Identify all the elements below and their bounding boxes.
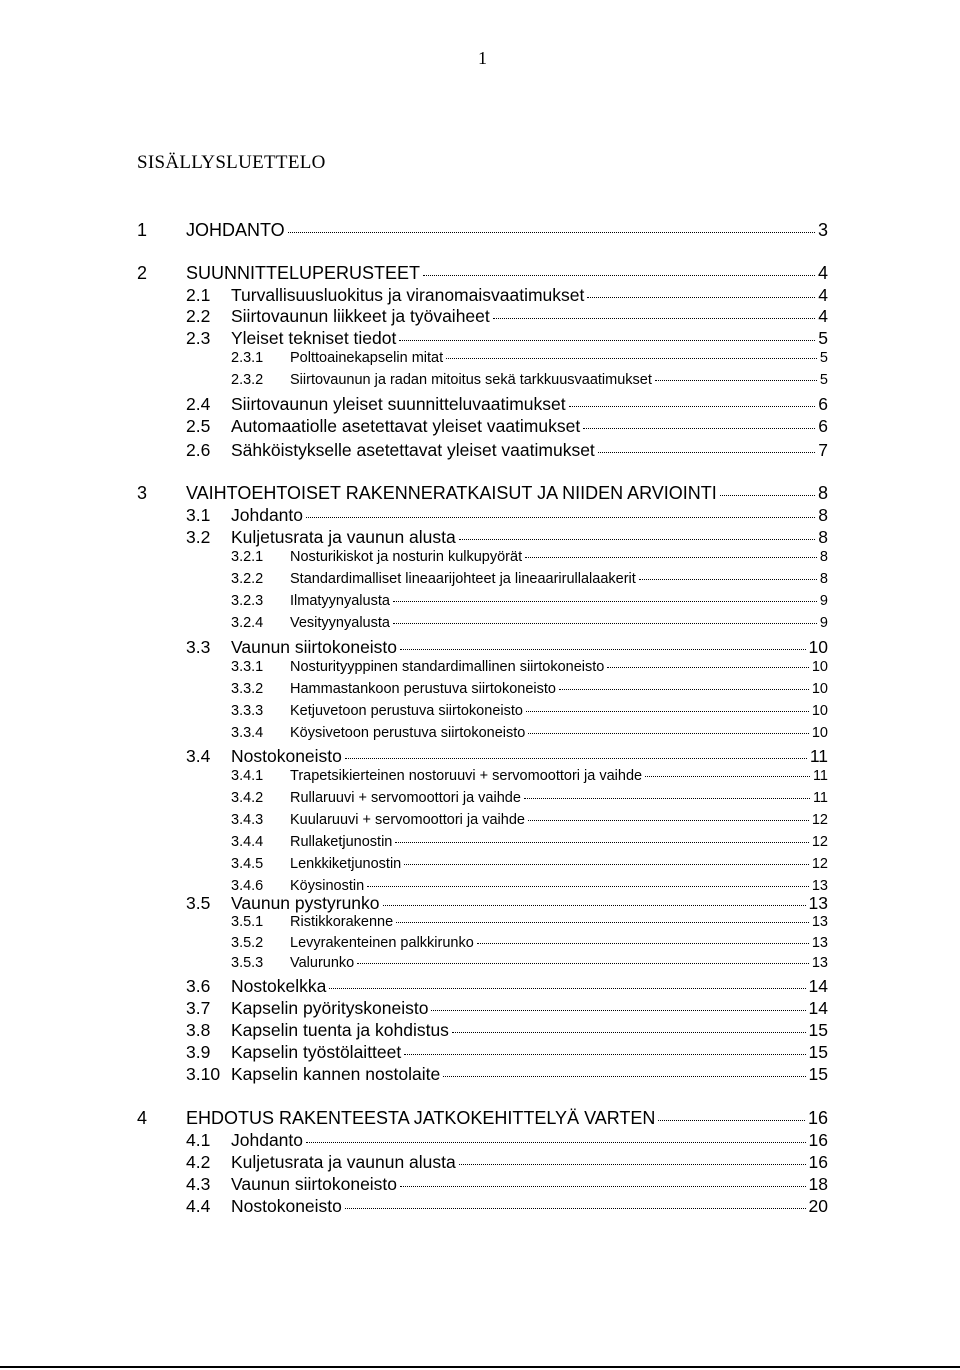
dot-leader [357, 963, 809, 964]
toc-entry-number: 2.3 [186, 328, 211, 348]
toc-entry-number: 3 [137, 483, 148, 503]
toc-entry-title: Hammastankoon perustuva siirtokoneisto [290, 681, 556, 697]
dot-leader [645, 776, 810, 777]
toc-entry-page: 14 [808, 998, 828, 1018]
toc-entry [137, 1108, 828, 1129]
toc-entry-page: 10 [808, 637, 828, 657]
dot-leader [423, 275, 815, 276]
toc-entry-page: 5 [819, 350, 828, 366]
dot-leader [639, 579, 817, 580]
toc-entry [186, 285, 828, 306]
toc-entry-number: 3.4 [186, 746, 211, 766]
toc-entry-page: 16 [808, 1130, 828, 1150]
toc-entry-number: 4.2 [186, 1152, 211, 1172]
toc-entry-title: Kuljetusrata ja vaunun alusta [231, 527, 456, 547]
toc-entry [186, 1064, 828, 1085]
dot-leader [493, 318, 816, 319]
toc-entry-number: 3.6 [186, 976, 211, 996]
toc-entry [231, 372, 828, 388]
toc-entry-number: 2 [137, 263, 148, 283]
toc-entry-page: 8 [819, 571, 828, 587]
toc-entry [186, 1196, 828, 1217]
toc-entry-title: Ristikkorakenne [290, 914, 394, 930]
toc-entry-number: 3.2.4 [231, 615, 264, 631]
toc-entry-number: 3.2.1 [231, 549, 264, 565]
toc-entry [186, 328, 828, 349]
toc-entry [186, 505, 828, 526]
dot-leader [393, 601, 817, 602]
toc-entry-page: 6 [818, 416, 828, 436]
toc-entry-page: 12 [811, 856, 828, 872]
toc-entry-title: Siirtovaunun liikkeet ja työvaiheet [231, 306, 490, 326]
toc-entry-title: Valurunko [290, 955, 355, 971]
dot-leader [400, 649, 806, 650]
dot-leader [607, 667, 809, 668]
dot-leader [400, 1186, 806, 1187]
dot-leader [345, 1208, 806, 1209]
toc-entry-number: 3.4.1 [231, 768, 264, 784]
toc-entry-title: Kapselin pyörityskoneisto [231, 998, 429, 1018]
toc-entry-number: 2.6 [186, 440, 211, 460]
toc-entry [231, 593, 828, 609]
toc-entry-title: Trapetsikierteinen nostoruuvi + servomoottori ja vaihde [290, 768, 643, 784]
toc-entry-title: Nostokoneisto [231, 746, 342, 766]
toc-entry [231, 812, 828, 828]
toc-entry [186, 976, 828, 997]
toc-entry-title: Nosturikiskot ja nosturin kulkupyörät [290, 549, 523, 565]
dot-leader [452, 1032, 806, 1033]
dot-leader [524, 798, 810, 799]
toc-entry-title: EHDOTUS RAKENTEESTA JATKOKEHITTELYÄ VARTEN [186, 1108, 656, 1128]
toc-entry-title: Yleiset tekniset tiedot [231, 328, 397, 348]
toc-entry-page: 8 [819, 549, 828, 565]
toc-entry-number: 4.3 [186, 1174, 211, 1194]
dot-leader [395, 842, 808, 843]
toc-entry [186, 527, 828, 548]
toc-entry-page: 3 [817, 220, 828, 240]
toc-entry-number: 3.8 [186, 1020, 211, 1040]
toc-entry [231, 914, 828, 930]
toc-entry-title: Vesityynyalusta [290, 615, 390, 631]
dot-leader [583, 428, 815, 429]
toc-entry-page: 9 [819, 593, 828, 609]
dot-leader [431, 1010, 805, 1011]
toc-entry-title: Nostokoneisto [231, 1196, 342, 1216]
toc-entry-number: 3.7 [186, 998, 211, 1018]
toc-entry [231, 878, 828, 894]
toc-entry [231, 681, 828, 697]
toc-entry-page: 8 [818, 527, 828, 547]
toc-entry-title: Kapselin tuenta ja kohdistus [231, 1020, 449, 1040]
dot-leader [587, 297, 815, 298]
toc-entry-page: 13 [811, 878, 828, 894]
dot-leader [329, 988, 805, 989]
dot-leader [569, 406, 816, 407]
toc-entry-page: 4 [817, 263, 828, 283]
toc-entry-title: Rullaketjunostin [290, 834, 393, 850]
toc-entry-title: SUUNNITTELUPERUSTEET [186, 263, 421, 283]
toc-entry-page: 16 [808, 1152, 828, 1172]
toc-entry-page: 13 [811, 935, 828, 951]
toc-entry-number: 2.2 [186, 306, 211, 326]
toc-entry [186, 440, 828, 461]
toc-entry-page: 5 [819, 372, 828, 388]
toc-entry [186, 416, 828, 437]
toc-entry-title: Nosturityyppinen standardimallinen siirtokoneisto [290, 659, 605, 675]
toc-entry-title: Vaunun siirtokoneisto [231, 1174, 398, 1194]
toc-entry-page: 15 [808, 1042, 828, 1062]
toc-entry-page: 10 [811, 659, 828, 675]
toc-entry-number: 3.3.1 [231, 659, 264, 675]
toc-entry-number: 3.2.3 [231, 593, 264, 609]
dot-leader [288, 232, 815, 233]
toc-entry-number: 3.5.3 [231, 955, 264, 971]
toc-entry-title: Kuularuuvi + servomoottori ja vaihde [290, 812, 525, 828]
toc-entry-title: Kuljetusrata ja vaunun alusta [231, 1152, 456, 1172]
toc-entry-number: 3.3 [186, 637, 211, 657]
dot-leader [446, 358, 817, 359]
toc-entry [231, 549, 828, 565]
dot-leader [443, 1076, 805, 1077]
toc-entry-title: Lenkkiketjunostin [290, 856, 402, 872]
toc-entry-title: Turvallisuusluokitus ja viranomaisvaatimukset [231, 285, 585, 305]
toc-entry [137, 483, 828, 504]
toc-entry-number: 3.3.4 [231, 725, 264, 741]
toc-entry-title: Nostokelkka [231, 976, 327, 996]
toc-entry [231, 571, 828, 587]
dot-leader [526, 711, 809, 712]
dot-leader [383, 905, 806, 906]
toc-entry-page: 8 [818, 505, 828, 525]
dot-leader [655, 380, 817, 381]
toc-entry-page: 13 [811, 914, 828, 930]
toc-entry [186, 746, 828, 767]
toc-entry-page: 9 [819, 615, 828, 631]
dot-leader [477, 943, 809, 944]
toc-entry-page: 8 [817, 483, 828, 503]
toc-entry-page: 7 [818, 440, 828, 460]
toc-entry-title: Johdanto [231, 505, 304, 525]
toc-entry [186, 1042, 828, 1063]
toc-entry [186, 1020, 828, 1041]
toc-entry-page: 13 [811, 955, 828, 971]
toc-entry-title: Kapselin kannen nostolaite [231, 1064, 441, 1084]
toc-entry-number: 3.4.4 [231, 834, 264, 850]
toc-entry-page: 15 [808, 1020, 828, 1040]
toc-entry-number: 3.9 [186, 1042, 211, 1062]
toc-entry-title: Levyrakenteinen palkkirunko [290, 935, 474, 951]
toc-entry [186, 637, 828, 658]
toc-entry [186, 1152, 828, 1173]
dot-leader [528, 733, 809, 734]
toc-entry [231, 790, 828, 806]
toc-entry [137, 220, 828, 241]
toc-entry-number: 1 [137, 220, 148, 240]
toc-entry-page: 12 [811, 812, 828, 828]
toc-entry-title: Vaunun pystyrunko [231, 893, 380, 913]
dot-leader [404, 864, 809, 865]
toc-entry [186, 998, 828, 1019]
toc-entry-page: 11 [812, 768, 828, 784]
toc-entry-title: Sähköistykselle asetettavat yleiset vaatimukset [231, 440, 595, 460]
toc-entry-number: 2.3.1 [231, 350, 264, 366]
toc-entry-number: 2.4 [186, 394, 211, 414]
toc-entry-title: Standardimalliset lineaarijohteet ja lineaarirullalaakerit [290, 571, 636, 587]
toc-entry [186, 394, 828, 415]
dot-leader [528, 820, 809, 821]
toc-entry-number: 4 [137, 1108, 148, 1128]
toc-entry-page: 13 [808, 893, 828, 913]
dot-leader [459, 539, 816, 540]
toc-entry-page: 11 [812, 790, 828, 806]
toc-entry-page: 15 [808, 1064, 828, 1084]
dot-leader [720, 495, 815, 496]
toc-entry-number: 3.5.2 [231, 935, 264, 951]
toc-entry-number: 3.2 [186, 527, 211, 547]
bottom-rule [0, 1366, 960, 1368]
toc-entry-title: Köysinostin [290, 878, 365, 894]
dot-leader [345, 758, 807, 759]
toc-entry-number: 4.1 [186, 1130, 211, 1150]
dot-leader [367, 886, 809, 887]
toc-entry-number: 3.10 [186, 1064, 221, 1084]
toc-entry-title: Siirtovaunun yleiset suunnitteluvaatimukset [231, 394, 566, 414]
toc-entry [186, 1174, 828, 1195]
dot-leader [559, 689, 809, 690]
toc-entry-page: 12 [811, 834, 828, 850]
toc-entry-title: Kapselin työstölaitteet [231, 1042, 402, 1062]
dot-leader [404, 1054, 805, 1055]
dot-leader [598, 452, 815, 453]
toc-entry-page: 4 [818, 306, 828, 326]
toc-entry [231, 955, 828, 971]
toc-entry-page: 16 [807, 1108, 828, 1128]
toc-entry-number: 3.4.3 [231, 812, 264, 828]
toc-entry-page: 4 [818, 285, 828, 305]
toc-entry [186, 306, 828, 327]
toc-entry [231, 834, 828, 850]
dot-leader [396, 922, 809, 923]
dot-leader [306, 517, 815, 518]
dot-leader [399, 340, 815, 341]
page-number: 1 [478, 48, 487, 68]
toc-entry-title: Ketjuvetoon perustuva siirtokoneisto [290, 703, 523, 719]
toc-entry-title: Johdanto [231, 1130, 304, 1150]
toc-entry-title: JOHDANTO [186, 220, 285, 240]
dot-leader [525, 557, 817, 558]
toc-entry [231, 935, 828, 951]
toc-entry [231, 615, 828, 631]
toc-entry-title: Automaatiolle asetettavat yleiset vaatimukset [231, 416, 581, 436]
toc-entry-title: Rullaruuvi + servomoottori ja vaihde [290, 790, 521, 806]
toc-entry-title: Köysivetoon perustuva siirtokoneisto [290, 725, 526, 741]
toc-entry-number: 3.3.3 [231, 703, 264, 719]
toc-entry-page: 18 [808, 1174, 828, 1194]
toc-entry-page: 20 [808, 1196, 828, 1216]
dot-leader [658, 1120, 805, 1121]
toc-entry-number: 3.4.6 [231, 878, 264, 894]
toc-entry-page: 10 [811, 725, 828, 741]
toc-entry [137, 263, 828, 284]
toc-entry-number: 3.5.1 [231, 914, 264, 930]
toc-entry-title: Vaunun siirtokoneisto [231, 637, 398, 657]
toc-title: SISÄLLYSLUETTELO [137, 152, 326, 173]
toc-entry-page: 10 [811, 681, 828, 697]
toc-entry-page: 6 [818, 394, 828, 414]
dot-leader [306, 1142, 806, 1143]
toc-entry-number: 3.4.5 [231, 856, 264, 872]
toc-entry-title: Ilmatyynyalusta [290, 593, 390, 609]
toc-entry-page: 14 [808, 976, 828, 996]
toc-entry [186, 893, 828, 914]
dot-leader [459, 1164, 806, 1165]
toc-entry-number: 3.4.2 [231, 790, 264, 806]
toc-entry-number: 4.4 [186, 1196, 211, 1216]
toc-entry-number: 3.5 [186, 893, 211, 913]
toc-entry-number: 3.1 [186, 505, 211, 525]
toc-entry-number: 2.5 [186, 416, 211, 436]
toc-entry [231, 350, 828, 366]
toc-entry-number: 3.3.2 [231, 681, 264, 697]
toc-entry-title: Polttoainekapselin mitat [290, 350, 444, 366]
toc-entry [186, 1130, 828, 1151]
toc-entry-title: VAIHTOEHTOISET RAKENNERATKAISUT JA NIIDEN ARVIOINTI [186, 483, 717, 503]
toc-entry-page: 5 [818, 328, 828, 348]
toc-entry-page: 11 [809, 746, 828, 766]
toc-entry-page: 10 [811, 703, 828, 719]
dot-leader [393, 623, 817, 624]
toc-entry [231, 703, 828, 719]
toc-entry-number: 2.1 [186, 285, 211, 305]
toc-entry-number: 2.3.2 [231, 372, 264, 388]
toc-entry [231, 768, 828, 784]
toc-entry-title: Siirtovaunun ja radan mitoitus sekä tarkkuusvaatimukset [290, 372, 652, 388]
toc-entry [231, 659, 828, 675]
toc-entry [231, 725, 828, 741]
toc-entry [231, 856, 828, 872]
toc-entry-number: 3.2.2 [231, 571, 264, 587]
